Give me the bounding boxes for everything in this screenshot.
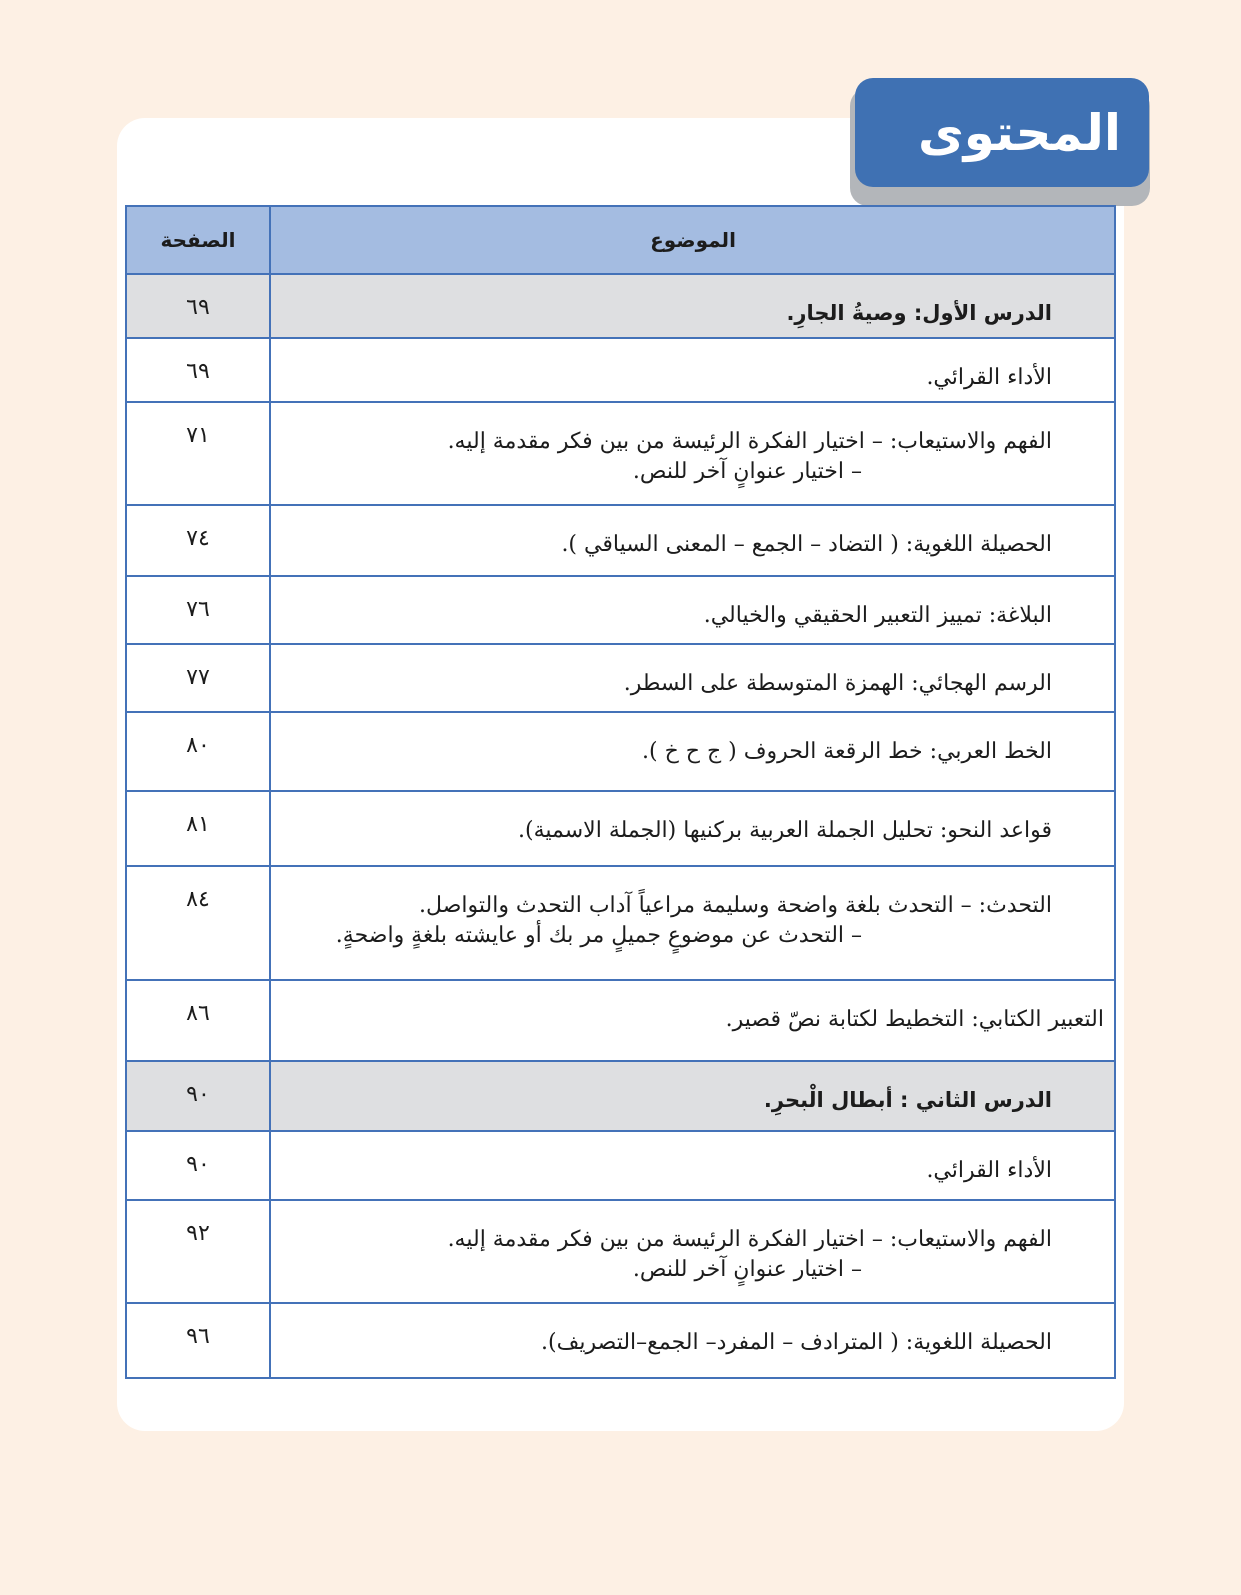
table-row [126,866,1115,980]
table-row [126,1200,1115,1303]
topic-line: الأداء القرائي. [926,1158,1052,1183]
contents-table [125,205,1116,1379]
page-number-cell: ٨٠ [126,712,270,791]
topic-cell [270,402,1115,505]
topic-line: قواعد النحو: تحليل الجملة العربية بركنيها (الجملة الاسمية). [518,818,1052,843]
page-number-cell: ٧٤ [126,505,270,576]
table-row [126,712,1115,791]
header-topic: الموضوع [270,206,1115,274]
topic-line: البلاغة: تمييز التعبير الحقيقي والخيالي. [703,603,1052,628]
topic-line: الأداء القرائي. [926,365,1052,390]
table-row [126,644,1115,712]
table-body [126,274,1115,1378]
page-number-cell: ٩٢ [126,1200,270,1303]
title-banner [855,78,1149,187]
table-row [126,338,1115,402]
page-number-cell: ٩٦ [126,1303,270,1378]
topic-cell [270,1131,1115,1200]
topic-line: الرسم الهجائي: الهمزة المتوسطة على السطر. [623,671,1052,696]
page-number-cell: ٨٦ [126,980,270,1061]
topic-line: – التحدث عن موضوعٍ جميلٍ مر بك أو عايشته بلغةٍ واضحةٍ. [335,922,862,948]
topic-line: الخط العربي: خط الرقعة الحروف ( ج ح خ ). [642,739,1052,764]
lesson-row [126,1061,1115,1131]
topic-cell [270,1303,1115,1378]
page-number-cell: ٦٩ [126,274,270,338]
topic-cell [270,791,1115,866]
page-number-cell: ٩٠ [126,1061,270,1131]
topic-cell [270,505,1115,576]
table-row [126,576,1115,644]
page-number-cell: ٦٩ [126,338,270,402]
page-number-cell: ٧٦ [126,576,270,644]
topic-cell [270,712,1115,791]
page-number-cell: ٨١ [126,791,270,866]
topic-cell [270,866,1115,980]
table-row [126,791,1115,866]
header-page: الصفحة [126,206,270,274]
topic-line: الدرس الأول: وصيةُ الجارِ. [786,301,1052,325]
table-row [126,980,1115,1061]
table-row [126,1131,1115,1200]
table-header-row [126,206,1115,274]
page-number-cell: ٨٤ [126,866,270,980]
topic-line: التحدث: – التحدث بلغة واضحة وسليمة مراعياً آداب التحدث والتواصل. [419,893,1052,918]
topic-cell [270,274,1115,338]
topic-cell [270,644,1115,712]
topic-line: الحصيلة اللغوية: ( المترادف – المفرد– الجمع–التصريف). [541,1330,1052,1355]
topic-line: الدرس الثاني : أبطال الْبحرِ. [763,1088,1052,1112]
topic-line: الحصيلة اللغوية: ( التضاد – الجمع – المعنى السياقي ). [561,532,1052,557]
topic-cell [270,576,1115,644]
lesson-row [126,274,1115,338]
topic-cell [270,1061,1115,1131]
topic-line: الفهم والاستيعاب: – اختيار الفكرة الرئيسة من بين فكر مقدمة إليه. [447,1227,1052,1252]
page-number-cell: ٧١ [126,402,270,505]
table-row [126,1303,1115,1378]
topic-line: – اختيار عنوانٍ آخر للنص. [632,458,862,484]
topic-cell [270,1200,1115,1303]
topic-line: الفهم والاستيعاب: – اختيار الفكرة الرئيسة من بين فكر مقدمة إليه. [447,429,1052,454]
page-number-cell: ٩٠ [126,1131,270,1200]
topic-cell [270,980,1115,1061]
table-row [126,402,1115,505]
page-title: المحتوى [917,103,1121,162]
page-number-cell: ٧٧ [126,644,270,712]
topic-cell [270,338,1115,402]
table-row [126,505,1115,576]
topic-line: – اختيار عنوانٍ آخر للنص. [632,1256,862,1282]
topic-line: التعبير الكتابي: التخطيط لكتابة نصّ قصير. [725,1007,1104,1032]
